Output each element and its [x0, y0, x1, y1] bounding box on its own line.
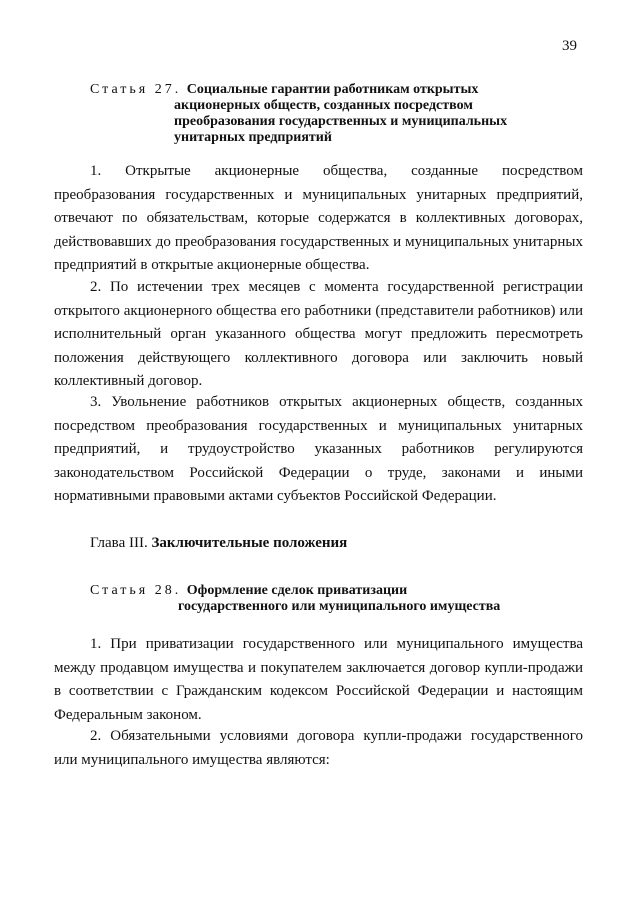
- page-number: 39: [562, 38, 577, 54]
- article-27-title-line-4: унитарных предприятий: [174, 130, 332, 145]
- chapter-3-title: Заключительные положения: [151, 535, 348, 551]
- article-27-paragraph-2: 2. По истечении трех месяцев с момента государственной регистрации открытого акционерного общества его работники (представители работников) или исполнительный орган указанного общества могут предложить пересмотреть положения действующего коллективного договора или заключить новый коллективный договор.: [54, 279, 583, 389]
- article-27-title-line-2: акционерных обществ, созданных посредством: [174, 98, 473, 113]
- chapter-3-prefix: Глава III.: [90, 535, 148, 551]
- article-27-prefix: Статья 27.: [90, 82, 182, 97]
- article-27-heading: [90, 82, 507, 146]
- article-28-prefix: Статья 28.: [90, 583, 182, 598]
- article-27-title-line-3: преобразования государственных и муниципальных: [174, 114, 508, 129]
- article-27-paragraph-3: 3. Увольнение работников открытых акционерных обществ, созданных посредством преобразования государственных и муниципальных унитарных предприятий, и трудоустройство указанных работников регулируются законодательством Российской Федерации о труде, законами и иными нормативными правовыми актами субъектов Российской Федерации.: [54, 394, 583, 504]
- chapter-3-heading: [90, 535, 347, 552]
- article-27-paragraph-1: 1. Открытые акционерные общества, созданные посредством преобразования государственных и муниципальных унитарных предприятий, отвечают по обязательствам, которые содержатся в коллективных договорах, действовавших до преобразования государственных и муниципальных унитарных предприятий в открытые акционерные общества.: [54, 163, 583, 273]
- article-27-title-line-1: Социальные гарантии работникам открытых: [186, 82, 479, 97]
- article-28-paragraph-1: 1. При приватизации государственного или муниципального имущества между продавцом имущества и покупателем заключается договор купли-продажи в соответствии с Гражданским кодексом Российской Федерации и настоящим Федеральным законом.: [54, 636, 583, 723]
- article-28-heading: [90, 583, 500, 615]
- article-28-title-line-1: Оформление сделок приватизации: [186, 583, 408, 598]
- article-28-paragraph-2: 2. Обязательными условиями договора купли-продажи государственного или муниципального имущества являются:: [54, 728, 583, 768]
- article-28-title-line-2: государственного или муниципального имущества: [178, 599, 501, 614]
